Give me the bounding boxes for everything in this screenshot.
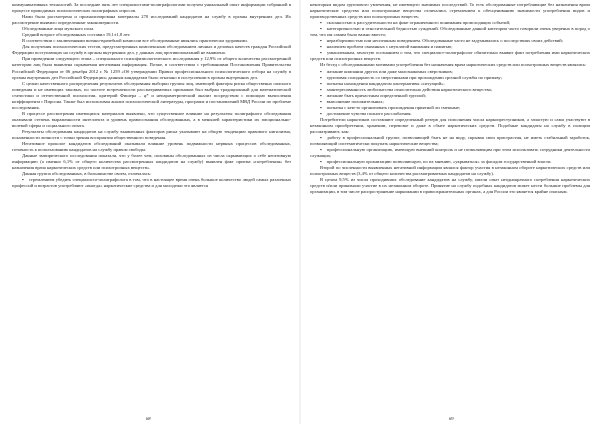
- bullet-marker-icon: ▪: [320, 110, 322, 116]
- paragraph: некоторым видом группового увлечения, не имеющего значимых последствий. То есть обследованные потребляющие без назначения врача наркотические средства или психотропные вещества отличались стремлением к обесцениванию значимости употребления видов и производственных средств или психотропных веществ;: [310, 2, 590, 20]
- page-number-right: 69: [449, 416, 454, 421]
- paragraph: В соответствии с заключениями военно-врачебной комиссии все обследованные являлись практически здоровыми.: [22, 38, 248, 44]
- bullet-text: неразборчивостью или неспешным поведением. Обследованные часто не задумывались о последствиях своих действий;: [326, 38, 564, 44]
- paragraph: Для получения психологических тестов, предусмотренных комплексным обследованием личных и деловых качеств граждан Российской Федерации поступающих на службу в органы внутренних дел, у данных лиц противопоказаний не выявлено.: [12, 44, 291, 56]
- bullet-marker-icon: ▪: [320, 147, 322, 153]
- paragraph: Средний возраст обследованных составил 19,1±1,8 лет.: [22, 32, 131, 38]
- bullet-marker-icon: ▪: [320, 86, 322, 92]
- bullet-text: желание компании других или даже малознакомых сверстников;: [326, 68, 453, 74]
- bullet-text: категоричностью и относительной бедностью суждений. Обследованные данной категории часто говорили очень уверенно в пород о том, что им самим было важно вместо;: [310, 26, 590, 38]
- bullet-marker-icon: ▪: [320, 92, 322, 98]
- bullet-text: работу в профессиональной группе, позволяющей быть не на виду, скрывая свои пристрастия, не иметь стабильный заработок, позволяющий систематически покупать наркотические вещества;: [310, 135, 590, 147]
- paragraph: В целом 9,5% из числа проходивших обследование кандидатов на службу, имели опыт неоднократного потребления наркотических средств и/или принимали участие в их незаконном обороте. Принятие на службу подобных кандидатов может нести большие проблемы для организации, в том числе распространение наркомании в правоохранительных органах, а для России это является крайне опасным.: [310, 177, 590, 195]
- bullet-text: выполнение положительных;: [326, 98, 384, 104]
- paragraph: Негативное прошлое кандидатов обследований оказывали влияние уровень подвижности нервных процессов обследованных, готовность к использованию кандидатов на службу правом свободы.: [12, 141, 291, 153]
- bullet-marker-icon: ▪: [320, 135, 323, 141]
- paragraph: С целью качественного распределения результатов обследования выборки группы лиц, имеющей факторы риска общественно опасного поведения и не имеющих таковых, по частоте встречаемости рассматриваемых признаков был выбран традиционный для математической статистики и отечественной психологии, критерий Фишера – φ* и непараметрический анализ посредством с помощью вычисления коэффициента r Пирсона. Также был использован анализ психологической литературы, программ и постановлений МВД России по проблеме исследования.: [12, 80, 291, 110]
- bullet-item: [310, 26, 590, 38]
- bullet-marker-icon: ▪: [320, 68, 322, 74]
- bullet-text: желание быть причастным определенной группой;: [326, 92, 427, 98]
- bullet-text: умышленным, зачастую осознанием о том, что специалист-полиграфолог обязательно выявит факт потребления ими наркотических средств или психотропных веществ.: [310, 50, 590, 62]
- bullet-text: заинтересованность любопытства относительно действия наркотического вещества;: [326, 86, 492, 92]
- left-page: [0, 0, 299, 424]
- paragraph: Потребители наркотиков составляют определенный резерв для пополнения числа наркопреступников, а зачастую и сами участвуют в незаконном приобретении, хранении, перевозке и даже в сбыте наркотических средств. Подобные кандидаты на службу в полиции рассматривают, как:: [310, 116, 590, 134]
- page-number-left: 68: [146, 416, 151, 421]
- bullet-marker-icon: ▪: [22, 177, 24, 183]
- bullet-marker-icon: ▪: [320, 50, 322, 56]
- bullet-marker-icon: ▪: [320, 20, 322, 26]
- paragraph: Из бесед с обследованными мотивами употребления без назначения врача наркотических средств или психотропных веществ являлись:: [320, 62, 587, 68]
- paragraph: коммуникативных технологий. За последние пять лет специалистами-полиграфологами получен уникальный опыт информации собранной в процессе проводимых психологических полиграфных опросов.: [12, 2, 291, 14]
- bullet-marker-icon: ▪: [320, 159, 322, 165]
- bullet-marker-icon: ▪: [320, 80, 322, 86]
- bullet-item: [310, 50, 590, 62]
- bullet-text: наличием проблем связанных с неуплатой внимания и памятью;: [326, 44, 453, 50]
- bullet-text: стремлением убедить специалиста-полиграфолога в том, что в настоящее время очень большое количество людей самых различных профессий и возрастов употребляют «иногда» наркотические средства и для молодежи это является: [12, 177, 291, 189]
- bullet-marker-icon: ▪: [320, 98, 322, 104]
- bullet-marker-icon: ▪: [320, 44, 322, 50]
- paragraph: Нами была рассмотрена и проанализирована материалы 270 исследований кандидатов на службу в органы внутренних дел. Их рассмотрение выявило определенные закономерности.: [12, 14, 291, 26]
- bullet-marker-icon: ▪: [320, 74, 322, 80]
- bullet-item: [12, 177, 291, 189]
- bullet-text: профессиональную организацию позволяющую, по их мнению, «укрываться» за фасадом государственной власти.: [326, 159, 552, 165]
- bullet-item: [310, 135, 590, 147]
- bullet-marker-icon: ▪: [320, 104, 322, 110]
- right-page: [301, 0, 600, 424]
- bullet-text: групповая солидарность со сверстниками при прохождении срочной службы по призыву;: [326, 74, 502, 80]
- bullet-text: попытка нахождения кандидатом альтернативы «ситуаций»;: [326, 80, 445, 86]
- paragraph: Данные эмпирического исследования показали, что у более чем, половины обследованных из числа скрывающих о себе негативную информацию (а именно 6,1% от общего количества рассмотренных кандидатов на службу) выявлен факт приема «потребления» без назначения врача наркотических средств или психотропных веществ».: [12, 153, 291, 171]
- paragraph: Результаты обследования кандидатов на службу выявленных факторов риска указывают на общую тенденцию правового нигилизма, искаженности личности с точки зрения восприятия общественного поведения.: [12, 128, 291, 141]
- bullet-text: попытка с кем-то организовать прохождения приятной ли смешные;: [326, 104, 461, 110]
- bullet-text: достижение чувства полного расслабления.: [326, 110, 412, 116]
- paragraph: Обследованные лица мужского пола.: [22, 26, 95, 32]
- right-page-body: [310, 2, 590, 196]
- paragraph: Данная группа обследованных, в большинстве своем, отличалась:: [22, 171, 152, 177]
- paragraph: При проведении следующего этапа – специального психофизиологического исследования у 12,9% от общего количества рассмотренной категории лиц была выявлена скрываемая негативная информация. Позже, в соответствии с требованиями Постановления Правительства Российской Федерации от 06 декабря 2012 г. № 1259 «Об утверждении Правил профессионального психологического отбора на службу в органы внутренних дел Российской Федерации» данным кандидатам было отказано в поступлении в органы внутренних дел.: [12, 56, 291, 80]
- bullet-marker-icon: ▪: [320, 26, 322, 32]
- bullet-item: [310, 147, 590, 159]
- bullet-text: склонностью к рассудительности на фоне ограниченного понимания происходящих событий;: [326, 20, 511, 26]
- left-page-body: [12, 2, 291, 189]
- paragraph: Второй по численности выявленных негативной информации являлся фактор участия в незаконном обороте наркотических средств или психотропных веществ (3,4% от общего количества рассматриваемых кандидатов на службу).: [310, 165, 590, 177]
- bullet-marker-icon: ▪: [320, 38, 322, 44]
- bullet-text: профессиональную организацию, имеющую внешний контроль и не позволяющим при этом использовать сотрудники деятельности служащих;: [310, 147, 590, 159]
- paragraph: В процессе рассмотрения имеющихся материалов выявлено, что существенное влияние на результаты полиграфного обследования оказывали степень выраженности интеллекта и уровень правосознания обследованных, а в меньшей характеристики их эмоционально-волевой сферы и социального опыта.: [12, 110, 291, 128]
